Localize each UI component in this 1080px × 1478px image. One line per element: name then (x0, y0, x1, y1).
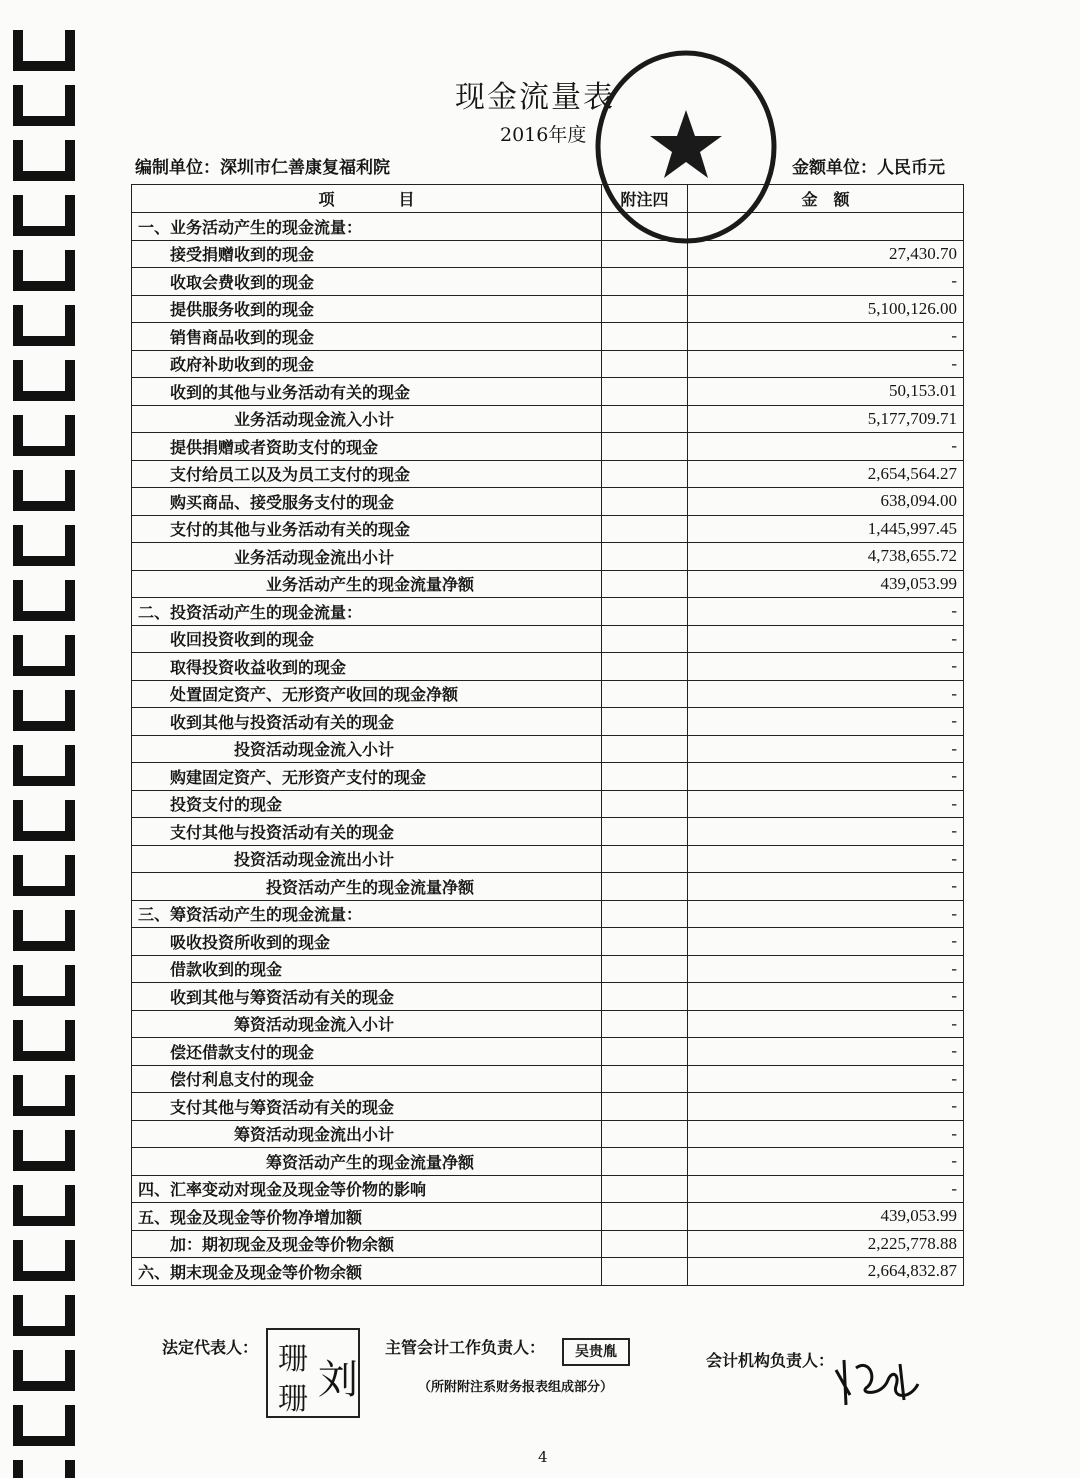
table-row (132, 1230, 964, 1258)
legal-rep-stamp (266, 1328, 360, 1418)
row-amount: 1,445,997.45 (688, 515, 964, 543)
table-row (132, 240, 964, 268)
table-row (132, 983, 964, 1011)
row-amount: - (688, 735, 964, 763)
table-row (132, 653, 964, 681)
table-row (132, 378, 964, 406)
row-note (602, 1065, 688, 1093)
row-amount: - (688, 680, 964, 708)
row-item: 接受捐赠收到的现金 (132, 240, 602, 268)
row-amount: 50,153.01 (688, 378, 964, 406)
table-row (132, 873, 964, 901)
row-item: 支付其他与筹资活动有关的现金 (132, 1093, 602, 1121)
table-row (132, 900, 964, 928)
row-amount: 2,225,778.88 (688, 1230, 964, 1258)
header-amount: 金 额 (688, 185, 964, 213)
table-row (132, 735, 964, 763)
row-note (602, 570, 688, 598)
row-amount: 27,430.70 (688, 240, 964, 268)
table-row (132, 350, 964, 378)
cash-flow-table (131, 184, 964, 1286)
row-item: 提供服务收到的现金 (132, 295, 602, 323)
row-amount: 5,100,126.00 (688, 295, 964, 323)
table-row (132, 488, 964, 516)
row-item: 借款收到的现金 (132, 955, 602, 983)
table-row (132, 763, 964, 791)
row-item: 业务活动现金流入小计 (132, 405, 602, 433)
accounting-head-label: 会计机构负责人： (706, 1351, 835, 1370)
table-row (132, 543, 964, 571)
row-amount: - (688, 1065, 964, 1093)
report-period: 2016年度 (500, 124, 587, 146)
row-amount: - (688, 928, 964, 956)
stamp-char: 珊 (278, 1342, 308, 1377)
table-row (132, 625, 964, 653)
row-item: 加：期初现金及现金等价物余额 (132, 1230, 602, 1258)
row-amount: - (688, 1093, 964, 1121)
row-note (602, 625, 688, 653)
table-row (132, 515, 964, 543)
row-note (602, 405, 688, 433)
row-item: 五、现金及现金等价物净增加额 (132, 1203, 602, 1231)
row-note (602, 653, 688, 681)
row-item: 筹资活动现金流入小计 (132, 1010, 602, 1038)
row-amount: - (688, 598, 964, 626)
row-amount: 5,177,709.71 (688, 405, 964, 433)
row-amount: - (688, 1175, 964, 1203)
official-seal (592, 48, 780, 246)
row-amount: - (688, 818, 964, 846)
row-item: 业务活动产生的现金流量净额 (132, 570, 602, 598)
row-note (602, 1010, 688, 1038)
row-item: 业务活动现金流出小计 (132, 543, 602, 571)
table-header-row (132, 185, 964, 213)
row-item: 处置固定资产、无形资产收回的现金净额 (132, 680, 602, 708)
row-amount: - (688, 653, 964, 681)
row-note (602, 928, 688, 956)
chief-accountant-stamp: 吴贵胤 (562, 1338, 630, 1366)
table-row (132, 1038, 964, 1066)
row-item: 投资活动现金流入小计 (132, 735, 602, 763)
row-note (602, 1148, 688, 1176)
row-note (602, 598, 688, 626)
page-number: 4 (538, 1448, 548, 1466)
row-item: 一、业务活动产生的现金流量： (132, 213, 602, 241)
row-note (602, 873, 688, 901)
row-amount: - (688, 1120, 964, 1148)
table-row (132, 433, 964, 461)
table-row (132, 1093, 964, 1121)
row-item: 四、汇率变动对现金及现金等价物的影响 (132, 1175, 602, 1203)
table-row (132, 295, 964, 323)
row-note (602, 680, 688, 708)
row-amount: - (688, 983, 964, 1011)
row-note (602, 735, 688, 763)
binding-strip (0, 0, 92, 1478)
row-amount: - (688, 763, 964, 791)
table-row (132, 1203, 964, 1231)
row-item: 收取会费收到的现金 (132, 268, 602, 296)
row-item: 投资活动现金流出小计 (132, 845, 602, 873)
legal-rep-label: 法定代表人： (162, 1338, 259, 1357)
row-amount: 2,664,832.87 (688, 1258, 964, 1286)
row-item: 偿付利息支付的现金 (132, 1065, 602, 1093)
row-item: 支付其他与投资活动有关的现金 (132, 818, 602, 846)
row-item: 二、投资活动产生的现金流量： (132, 598, 602, 626)
table-row (132, 955, 964, 983)
row-item: 六、期末现金及现金等价物余额 (132, 1258, 602, 1286)
row-note (602, 460, 688, 488)
table-row (132, 405, 964, 433)
row-note (602, 1093, 688, 1121)
row-note (602, 433, 688, 461)
row-amount: - (688, 955, 964, 983)
table-row (132, 268, 964, 296)
row-note (602, 323, 688, 351)
row-amount: 4,738,655.72 (688, 543, 964, 571)
row-amount: 2,654,564.27 (688, 460, 964, 488)
row-amount: 439,053.99 (688, 570, 964, 598)
row-item: 购买商品、接受服务支付的现金 (132, 488, 602, 516)
table-row (132, 1010, 964, 1038)
handwritten-signature (830, 1350, 930, 1410)
row-amount: - (688, 323, 964, 351)
row-item: 支付的其他与业务活动有关的现金 (132, 515, 602, 543)
row-note (602, 1175, 688, 1203)
stamp-char: 珊 (278, 1382, 308, 1417)
row-item: 收回投资收到的现金 (132, 625, 602, 653)
table-row (132, 1148, 964, 1176)
row-item: 吸收投资所收到的现金 (132, 928, 602, 956)
row-item: 收到其他与筹资活动有关的现金 (132, 983, 602, 1011)
row-note (602, 350, 688, 378)
row-note (602, 1258, 688, 1286)
row-note (602, 790, 688, 818)
footnote: （所附附注系财务报表组成部分） (418, 1380, 614, 1395)
row-item: 筹资活动现金流出小计 (132, 1120, 602, 1148)
unit-label: 金额单位：人民币元 (792, 158, 945, 178)
row-note (602, 295, 688, 323)
row-amount: - (688, 1148, 964, 1176)
row-item: 收到其他与投资活动有关的现金 (132, 708, 602, 736)
row-note (602, 515, 688, 543)
table-row (132, 1120, 964, 1148)
row-item: 筹资活动产生的现金流量净额 (132, 1148, 602, 1176)
row-note (602, 1120, 688, 1148)
table-row (132, 818, 964, 846)
row-amount: 638,094.00 (688, 488, 964, 516)
table-row (132, 213, 964, 241)
row-amount: - (688, 350, 964, 378)
header-note: 附注四 (602, 185, 688, 213)
table-row (132, 460, 964, 488)
row-note (602, 378, 688, 406)
header-item: 项 目 (132, 185, 602, 213)
row-item: 购建固定资产、无形资产支付的现金 (132, 763, 602, 791)
table-row (132, 323, 964, 351)
table-row (132, 928, 964, 956)
table-row (132, 1065, 964, 1093)
row-amount: - (688, 708, 964, 736)
table-row (132, 708, 964, 736)
row-item: 投资活动产生的现金流量净额 (132, 873, 602, 901)
row-note (602, 1230, 688, 1258)
table-row (132, 790, 964, 818)
row-amount: - (688, 1010, 964, 1038)
table-row (132, 845, 964, 873)
row-amount: - (688, 268, 964, 296)
row-amount: - (688, 625, 964, 653)
row-amount: 439,053.99 (688, 1203, 964, 1231)
row-amount: - (688, 900, 964, 928)
row-amount: - (688, 845, 964, 873)
table-row (132, 680, 964, 708)
table-row (132, 598, 964, 626)
row-note (602, 708, 688, 736)
stamp-char: 刘 (318, 1357, 358, 1403)
row-item: 取得投资收益收到的现金 (132, 653, 602, 681)
row-note (602, 488, 688, 516)
row-note (602, 1038, 688, 1066)
row-item: 偿还借款支付的现金 (132, 1038, 602, 1066)
row-note (602, 955, 688, 983)
row-note (602, 268, 688, 296)
row-amount: - (688, 873, 964, 901)
page-title: 现金流量表 (455, 80, 615, 115)
table-row (132, 1258, 964, 1286)
chief-accountant-label: 主管会计工作负责人： (385, 1338, 546, 1357)
row-note (602, 543, 688, 571)
table-row (132, 1175, 964, 1203)
row-note (602, 845, 688, 873)
row-item: 投资支付的现金 (132, 790, 602, 818)
row-item: 支付给员工以及为员工支付的现金 (132, 460, 602, 488)
org-label: 编制单位：深圳市仁善康复福利院 (135, 158, 390, 178)
row-item: 三、筹资活动产生的现金流量： (132, 900, 602, 928)
row-item: 销售商品收到的现金 (132, 323, 602, 351)
row-amount: - (688, 790, 964, 818)
row-item: 政府补助收到的现金 (132, 350, 602, 378)
row-amount: - (688, 1038, 964, 1066)
row-note (602, 983, 688, 1011)
row-note (602, 1203, 688, 1231)
row-note (602, 818, 688, 846)
row-amount: - (688, 433, 964, 461)
row-note (602, 763, 688, 791)
row-item: 收到的其他与业务活动有关的现金 (132, 378, 602, 406)
row-item: 提供捐赠或者资助支付的现金 (132, 433, 602, 461)
table-row (132, 570, 964, 598)
row-note (602, 900, 688, 928)
